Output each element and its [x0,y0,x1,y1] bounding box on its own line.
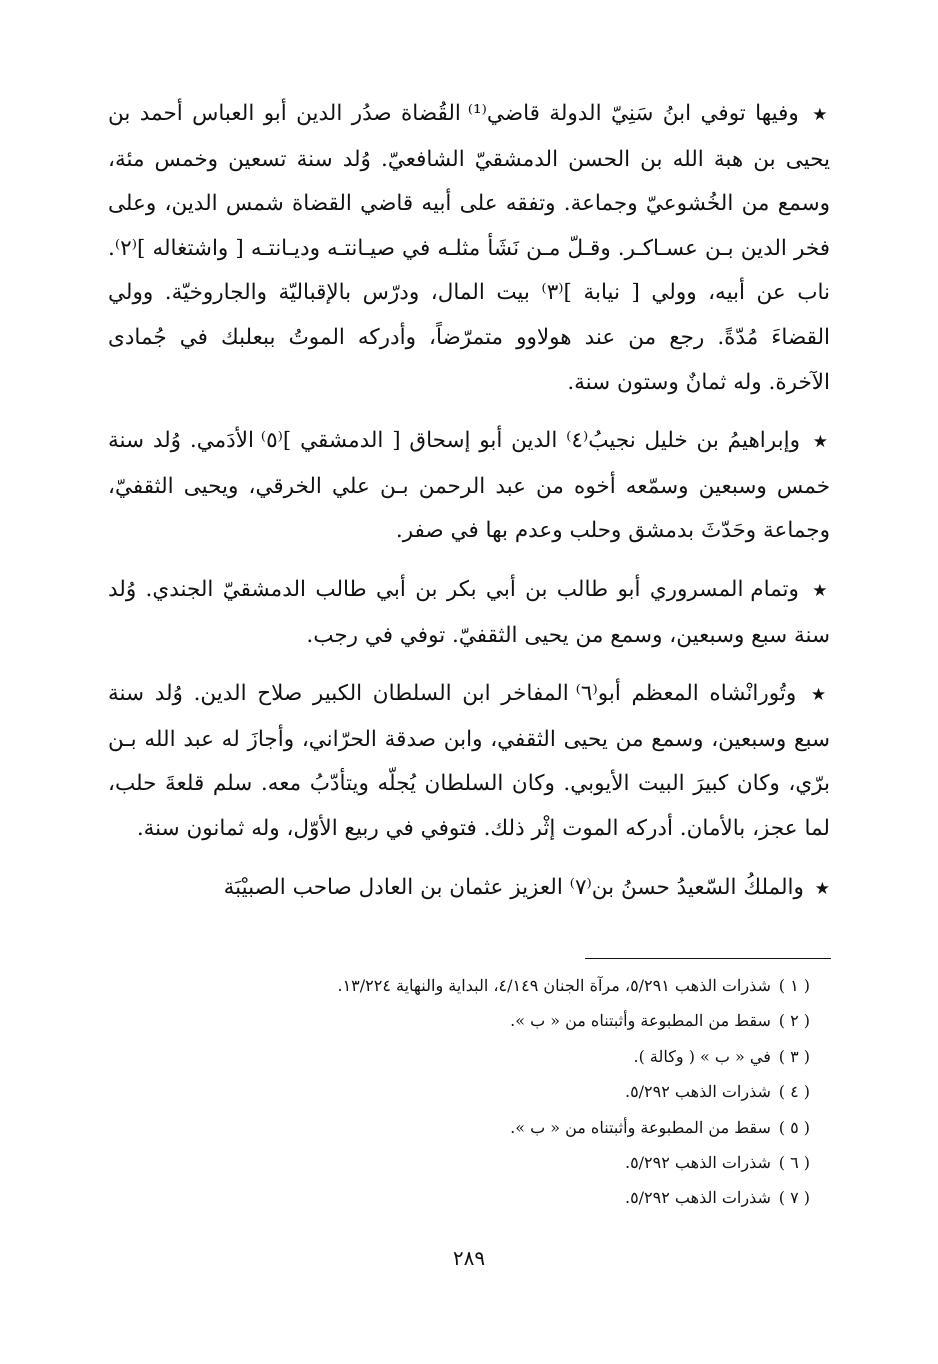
entry-text: وإبراهيمُ بن خليل نجيبُ⁽٤⁾ الدين أبو إسحاق [ الدمشقي ]⁽٥⁾ الأدَمي. وُلد سنة خمس وسبعين وسمّعه أخوه من عبد الرحمن بـن علي الخرقي، ويحيى الثقفيّ، وجماعة وحَدّثَ بدمشق وحلب وعدم بها في صفر. [108,428,830,544]
footnote-number: ( ٥ ) [778,1117,810,1137]
entry-turanshah [108,672,830,851]
page-number: ٢٨٩ [452,1246,486,1270]
footnote-text: سقط من المطبوعة وأثبتناه من « ب ». [510,1117,771,1137]
entry-text: وفيها توفي ابنُ سَنِيّ الدولة قاضي⁽¹⁾ القُضاة صدُر الدين أبو العباس أحمد بن يحيى بن هبة الله بن الحسن الدمشقيّ الشافعيّ. وُلد سنة تسعين وخمس مئة، وسمع من الخُشوعيّ وجماعة. وتفقه على أبيه قاضي القضاة شمس الدين، وعلى فخر الدين بـن عسـاكـر. وقـلّ مـن نَشَأ مثلـه في صيـانتـه وديـانتـه [ واشتغاله ]⁽٢⁾. ناب عن أبيه، وولي [ نيابة ]⁽٣⁾ بيت المال، ودرّس بالإقباليّة والجاروخيّة. وولي القضاءَ مُدّةً. رجع من عند هولاوو متمرّضاً، وأدركه الموتُ ببعلبك في جُمادى الآخرة. وله ثمانٌ وستون سنة. [108,101,830,395]
footnote-divider [585,958,831,959]
star-bullet-icon: ★ [812,580,830,601]
footnote [170,968,810,1003]
footnote [170,1110,810,1145]
entry-ibrahim-ibn-khalil [108,419,830,554]
star-bullet-icon: ★ [810,685,830,706]
entry-tammam-al-masruri [108,568,830,658]
footnote-number: ( ٧ ) [778,1188,810,1208]
star-bullet-icon: ★ [812,432,830,453]
footnote-text: سقط من المطبوعة وأثبتناه من « ب ». [510,1011,771,1031]
footnote-text: في « ب » ( وكالة ). [633,1046,771,1066]
footnote [170,1074,810,1109]
footnote-number: ( ٣ ) [778,1046,810,1066]
entry-text: وتُورانْشاه المعظم أبو⁽٦⁾ المفاخر ابن السلطان الكبير صلاح الدين. وُلد سنة سبع وسبعين، وسمع من يحيى الثقفي، وابن صدقة الحرّاني، وأجازَ له عبد الله بـن برّي، وكان كبيرَ البيت الأيوبي. وكان السلطان يُجلّه ويتأدّبُ معه. سلم قلعةَ حلب، لما عجز، بالأمان. أدركه الموت إثْر ذلك. فتوفي في ربيع الأوّل، وله ثمانون سنة. [108,681,830,841]
footnote-number: ( ١ ) [778,976,810,995]
footnotes [170,968,810,1216]
footnote [170,1039,810,1074]
entry-al-malik-al-said [108,866,830,912]
main-text [108,92,830,925]
footnote-text: شذرات الذهب ٥/٢٩٢. [624,1082,771,1102]
entry-ibn-sani-al-dawla [108,92,830,405]
footnote-text: شذرات الذهب ٥/٢٩٢. [624,1188,771,1208]
footnote-text: شذرات الذهب ٥/٢٩١، مرآة الجنان ٤/١٤٩، البداية والنهاية ١٣/٢٢٤. [337,976,771,995]
footnote-number: ( ٢ ) [778,1011,810,1031]
footnote [170,1145,810,1180]
star-bullet-icon: ★ [814,878,830,899]
footnote-number: ( ٤ ) [778,1082,810,1102]
entry-text: والملكُ السّعيدُ حسنُ بن⁽٧⁾ العزيز عثمان بن العادل صاحب الصبيْبَة [223,874,804,900]
footnote-number: ( ٦ ) [778,1153,810,1173]
footnote-text: شذرات الذهب ٥/٢٩٢. [624,1153,771,1173]
star-bullet-icon: ★ [812,105,831,125]
footnote [170,1180,810,1215]
entry-text: وتمام المسروري أبو طالب بن أبي بكر بن أبي طالب الدمشقيّ الجندي. وُلد سنة سبع وسبعين، وسمع من يحيى الثقفيّ. توفي في رجب. [108,576,830,648]
footnote [170,1003,810,1038]
